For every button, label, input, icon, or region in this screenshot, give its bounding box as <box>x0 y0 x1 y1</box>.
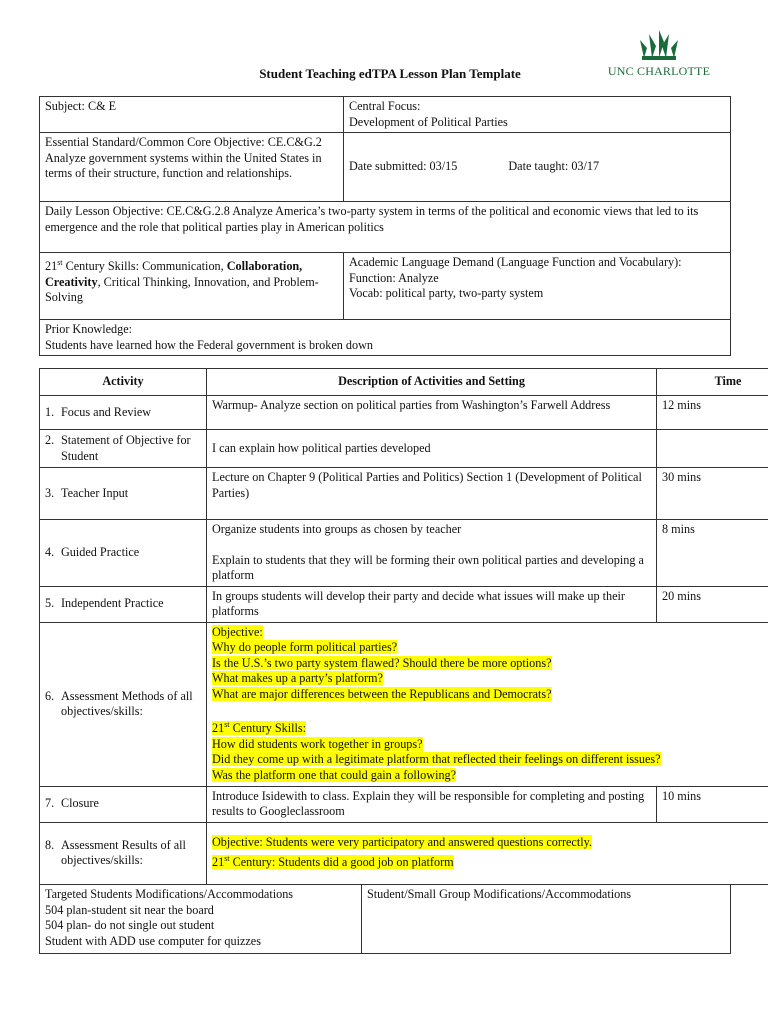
assessment-results-cell: Objective: Students were very participatory and answered questions correctly. 21st Century: Students did a good job on platform <box>207 822 768 884</box>
activities-table <box>39 368 768 885</box>
small-group-modifications-cell: Student/Small Group Modifications/Accommodations <box>362 885 731 954</box>
table-row: 5. Independent Practice In groups students will develop their party and decide what issues will make up their platforms 20 mins <box>40 586 768 622</box>
table-row: 4. Guided Practice Organize students into groups as chosen by teacher Explain to students that they will be forming their own political parties and developing a platform 8 mins <box>40 520 768 587</box>
modifications-table <box>39 884 731 954</box>
logo-text: UNC CHARLOTTE <box>607 64 711 78</box>
targeted-modifications-cell: Targeted Students Modifications/Accommodations 504 plan-student sit near the board 504 plan- do not single out student Student with ADD use computer for quizzes <box>40 885 362 954</box>
activity-header: Activity <box>40 369 207 396</box>
assessment-methods-cell: Objective: Why do people form political parties? Is the U.S.’s two party system flawed? Should there be more options? What makes up a party’s platform? What are major differences between the Republicans and Democrats? 21st Century Skills: How did students work together in groups? Did they come up with a legitimate platform that reflected their feelings on different issues? Was the platform one that could gain a following? <box>207 622 768 786</box>
table-row: 7. Closure Introduce Isidewith to class. Explain they will be responsible for completing and posting results to Googleclassroom 10 mins <box>40 786 768 822</box>
date-submitted: Date submitted: 03/15 <box>349 159 458 174</box>
standard-cell: Essential Standard/Common Core Objective: CE.C&G.2 Analyze government systems within the United States in terms of their structure, function and relationships. <box>40 133 344 202</box>
crown-icon <box>606 28 712 64</box>
table-row: 6. Assessment Methods of all objectives/skills: Objective: Why do people form political parties? Is the U.S.’s two party system flawed? Should there be more options? What makes up a party’s platform? What are major differences between the Republicans and Democrats? 21st Century Skills: How did students work together in groups? Did they come up with a legitimate platform that reflected their feelings on different issues? Was the platform one that could gain a following? <box>40 622 768 786</box>
time-header: Time <box>657 369 768 396</box>
description-header: Description of Activities and Setting <box>207 369 657 396</box>
table-row: 3. Teacher Input Lecture on Chapter 9 (Political Parties and Politics) Section 1 (Development of Political Parties) 30 mins <box>40 468 768 520</box>
prior-knowledge-cell: Prior Knowledge: Students have learned how the Federal government is broken down <box>40 320 731 356</box>
central-focus-cell: Central Focus: Development of Political Parties <box>344 97 731 133</box>
skills-cell: 21st Century Skills: Communication, Collaboration, Creativity, Critical Thinking, Innovation, and Problem-Solving <box>40 253 344 320</box>
table-row: 2. Statement of Objective for Student I can explain how political parties developed <box>40 430 768 468</box>
daily-objective-cell: Daily Lesson Objective: CE.C&G.2.8 Analyze America’s two-party system in terms of the political and economic views that led to its emergence and the role that political parties play in American politics <box>40 202 731 253</box>
subject-cell: Subject: C& E <box>40 97 344 133</box>
table-row: 1. Focus and Review Warmup- Analyze section on political parties from Washington’s Farwell Address 12 mins <box>40 396 768 430</box>
table-row: 8. Assessment Results of all objectives/skills: Objective: Students were very participatory and answered questions correctly. 21st Century: Students did a good job on platform <box>40 822 768 884</box>
date-taught: Date taught: 03/17 <box>508 159 600 174</box>
document-title: Student Teaching edTPA Lesson Plan Template <box>259 66 521 81</box>
dates-cell <box>344 133 731 202</box>
language-demand-cell: Academic Language Demand (Language Function and Vocabulary): Function: Analyze Vocab: political party, two-party system <box>344 253 731 320</box>
lesson-info-table <box>39 96 731 356</box>
